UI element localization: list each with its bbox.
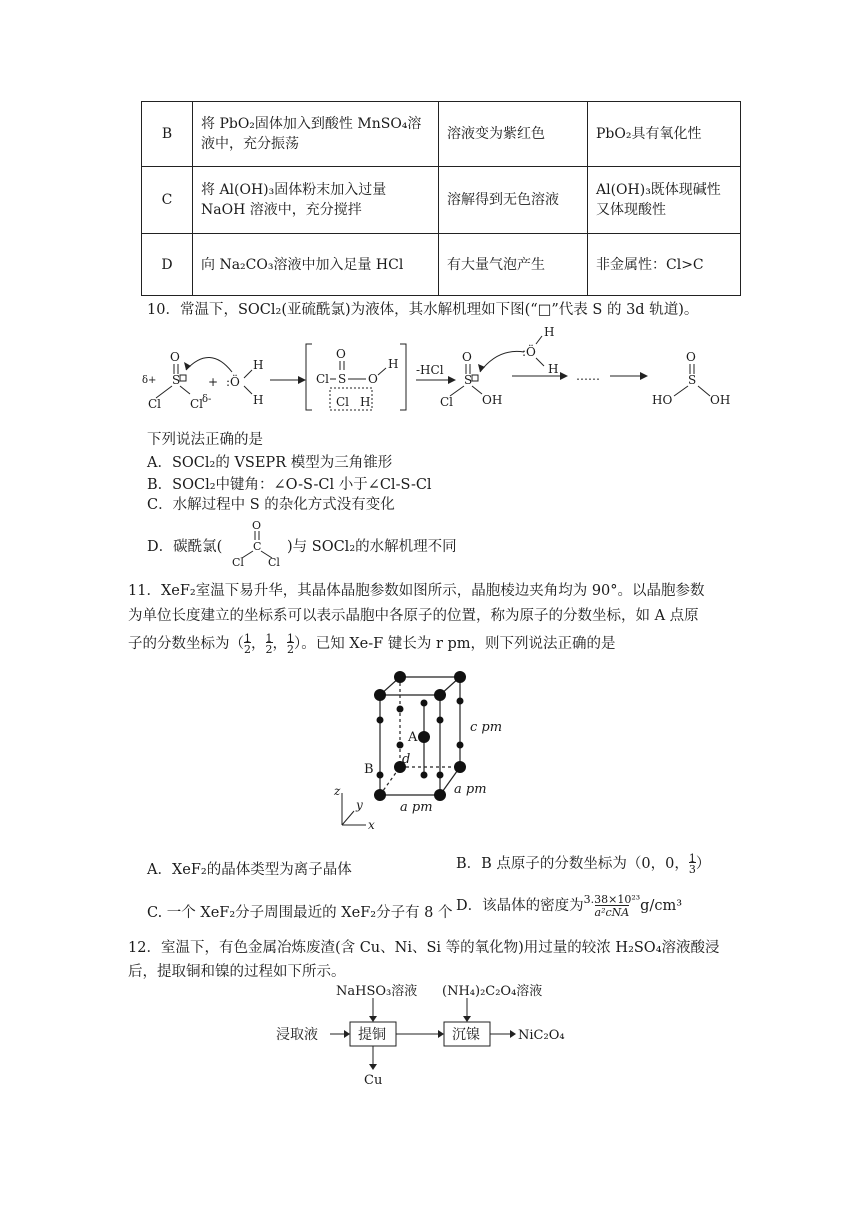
a-pm-label-side: a pm [454,782,487,797]
svg-text:S: S [464,373,473,387]
row-conclusion: 非金属性：Cl>C [588,234,741,296]
row-conclusion: PbO₂具有氧化性 [588,102,741,167]
svg-text:Cl: Cl [190,397,204,411]
svg-text::Ö: :Ö [226,375,240,389]
q10-option-b: B．SOCl₂中键角：∠O-S-Cl 小于∠Cl-S-Cl [147,477,432,493]
table-row [142,102,741,167]
svg-text:H: H [548,362,559,376]
svg-text:C: C [253,540,262,553]
row-conclusion: Al(OH)₃既体现碱性又体现酸性 [588,167,741,234]
a-pm-label: a pm [400,800,433,815]
row-operation: 向 Na₂CO₃溶液中加入足量 HCl [193,234,439,296]
svg-text:OH: OH [482,393,503,407]
svg-text:S: S [338,372,347,386]
q11-line-3-post: ）。已知 Xe-F 键长为 r pm，则下列说法正确的是 [294,636,616,652]
hydrolysis-mechanism-scheme [140,322,740,422]
minus-hcl-label: -HCl [416,363,444,377]
svg-text:H: H [544,325,555,339]
options-table [141,101,741,296]
svg-text:O: O [170,350,180,364]
q10-option-a: A．SOCl₂的 VSEPR 模型为三角锥形 [147,455,393,471]
row-operation: 将 PbO₂固体加入到酸性 MnSO₄溶液中，充分振荡 [193,102,439,167]
fraction-third: 1 3 [688,852,696,876]
byproduct-label: Cu [364,1073,383,1088]
process-flowchart [270,980,580,1090]
row-operation: 将 Al(OH)₃固体粉末加入过量 NaOH 溶液中，充分搅拌 [193,167,439,234]
svg-text:Cl: Cl [440,395,454,409]
svg-text:Cl: Cl [336,395,350,409]
x-axis-label: x [368,818,375,832]
q11-line-1: 11．XeF₂室温下易升华，其晶体晶胞参数如图所示，晶胞棱边夹角均为 90°。以晶胞参数 [128,583,705,599]
q11-option-d: D．该晶体的密度为3.38×10²³ a²cNA g/cm³ [456,893,683,919]
svg-text::Ö: :Ö [522,345,536,359]
q11-line-3: 子的分数坐标为（1 2，1 2，1 2）。已知 Xe-F 键长为 r pm，则下列说法正确的是 [128,632,616,656]
reagent-1: NaHSO₃溶液 [336,984,418,999]
row-key: B [142,102,193,167]
c-pm-label: c pm [470,720,503,735]
svg-text:O: O [336,347,346,361]
box-nickel-label: 沉镍 [452,1027,480,1043]
table-row [142,234,741,296]
svg-text:H: H [360,395,371,409]
svg-text:HO: HO [652,393,673,407]
svg-text:O: O [252,519,262,532]
q11-option-a: A．XeF₂的晶体类型为离子晶体 [147,862,352,878]
svg-text:Cl: Cl [268,556,280,568]
z-axis-label: z [334,784,341,798]
fraction-half: 1 2 [265,632,273,656]
q10-question: 下列说法正确的是 [147,432,263,448]
svg-text:Cl: Cl [148,397,162,411]
svg-text:S: S [688,373,697,387]
svg-text:H: H [388,357,399,371]
svg-text:O: O [686,350,696,364]
q11-line-3-pre: 子的分数坐标为（ [128,636,244,652]
product-label: NiC₂O₄ [518,1028,565,1043]
svg-text:O: O [368,372,378,386]
density-fraction: 3.38×10²³ a²cNA [583,893,641,919]
phosgene-structure [230,518,286,568]
q11-option-c: C. 一个 XeF₂分子周围最近的 XeF₂分子有 8 个 [147,905,453,921]
point-a-label: A [408,730,418,745]
y-axis-label: y [356,798,363,812]
q10-option-d-post: )与 SOCl₂的水解机理不同 [287,539,457,555]
d-label: d [402,752,411,767]
fraction-half: 1 2 [244,632,251,656]
reagent-2: (NH₄)₂C₂O₄溶液 [442,984,543,999]
row-observation: 溶液变为紫红色 [439,102,588,167]
fraction-half: 1 2 [287,632,294,656]
box-copper-label: 提铜 [358,1027,386,1043]
ellipsis-label: …… [576,369,600,383]
svg-text:Cl: Cl [316,372,330,386]
svg-text:O: O [462,350,472,364]
row-key: C [142,167,193,234]
q12-line-1: 12．室温下，有色金属冶炼废渣(含 Cu、Ni、Si 等的氧化物)用过量的较浓 H₂SO₄溶液酸浸 [128,940,720,956]
svg-text:+: + [208,375,219,389]
row-observation: 有大量气泡产生 [439,234,588,296]
svg-text:δ+: δ+ [142,375,157,386]
svg-text:Cl: Cl [232,556,244,568]
q10-stem: 10．常温下，SOCl₂(亚硫酰氯)为液体，其水解机理如下图(“□”代表 S 的 3d 轨道)。 [147,302,699,318]
svg-text:S: S [172,373,181,387]
svg-text:H: H [253,358,264,372]
q10-option-c: C．水解过程中 S 的杂化方式没有变化 [147,497,395,513]
table-row [142,167,741,234]
q12-line-2: 后，提取铜和镍的过程如下所示。 [128,964,346,980]
row-observation: 溶解得到无色溶液 [439,167,588,234]
svg-text:δ-: δ- [202,394,212,405]
row-key: D [142,234,193,296]
q11-line-2: 为单位长度建立的坐标系可以表示晶胞中各原子的位置，称为原子的分数坐标，如 A 点原 [128,608,699,624]
point-b-label: B [364,762,374,777]
xef2-unit-cell-figure [320,665,520,835]
input-label: 浸取液 [276,1027,318,1043]
q11-option-b: B．B 点原子的分数坐标为（0，0，1 3） [456,852,711,876]
q10-option-d-pre: D．碳酰氯( [147,539,223,555]
svg-text:H: H [253,393,264,407]
svg-text:OH: OH [710,393,731,407]
